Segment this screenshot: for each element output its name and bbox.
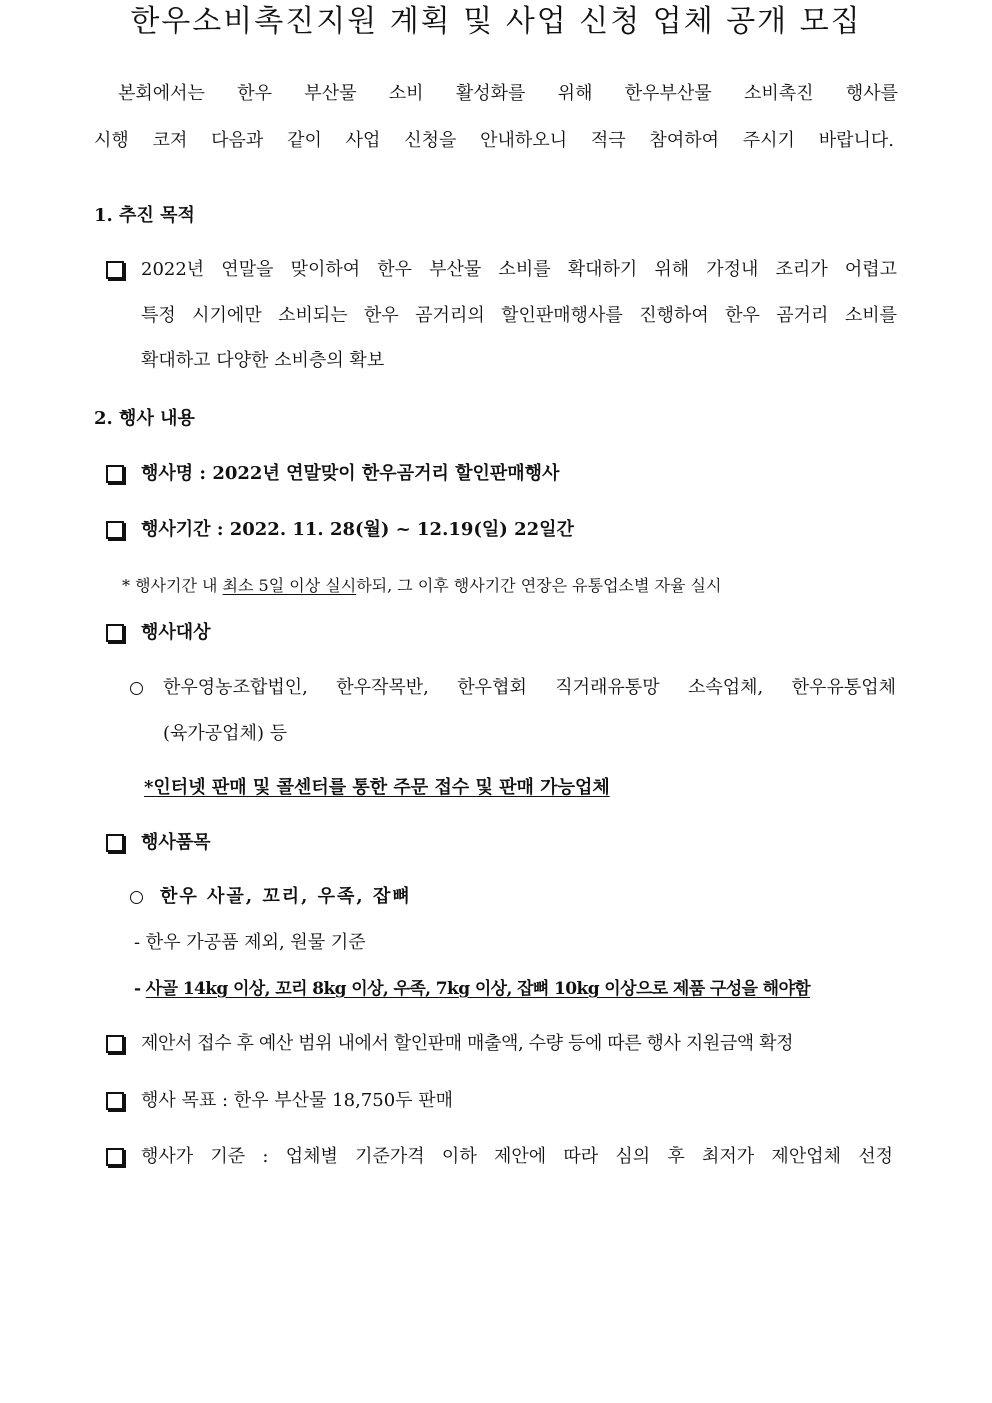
- target-note: *인터넷 판매 및 콜센터를 통한 주문 접수 및 판매 가능업체: [144, 777, 610, 798]
- period-note: * 행사기간 내 최소 5일 이상 실시하되, 그 이후 행사기간 연장은 유통업소별 자율 실시: [122, 576, 722, 595]
- period-note-minimum: 최소 5일 이상 실시: [222, 576, 357, 595]
- intro-line-1: 본회에서는 한우 부산물 소비 활성화를 위해 한우부산물 소비촉진 행사를: [118, 83, 898, 104]
- event-period: 행사기간 : 2022. 11. 28(월) ~ 12.19(일) 22일간: [141, 519, 574, 540]
- event-name: 행사명 : 2022년 연말맞이 한우곰거리 할인판매행사: [141, 463, 560, 484]
- checkbox-icon: [106, 521, 124, 539]
- checkbox-icon: [106, 261, 124, 279]
- section-2-heading: 2. 행사 내용: [94, 408, 195, 429]
- purpose-line-1: 2022년 연말을 맞이하여 한우 부산물 소비를 확대하기 위해 가정내 조리가 어렵고: [141, 259, 897, 280]
- items-dash-1: - 한우 가공품 제외, 원물 기준: [134, 932, 366, 953]
- items-heading: 행사품목: [141, 832, 211, 853]
- target-heading: 행사대상: [141, 622, 211, 643]
- items-dash-2: - 사골 14kg 이상, 꼬리 8kg 이상, 우족, 7kg 이상, 잡뼈 10kg 이상으로 제품 구성을 해야함: [134, 979, 811, 999]
- checkbox-icon: [106, 1148, 124, 1166]
- circle-bullet-icon: [130, 682, 143, 695]
- price-standard: 행사가 기준 : 업체별 기준가격 이하 제안에 따라 심의 후 최저가 제안업체 선정: [141, 1146, 893, 1167]
- page-title: 한우소비촉진지원 계획 및 사업 신청 업체 공개 모집: [130, 4, 862, 39]
- target-line-2: (육가공업체) 등: [163, 723, 288, 744]
- checkbox-icon: [106, 1092, 124, 1110]
- checkbox-icon: [106, 834, 124, 852]
- checkbox-icon: [106, 1035, 124, 1053]
- target-line-1: 한우영농조합법인, 한우작목반, 한우협회 직거래유통망 소속업체, 한우유통업체: [163, 677, 896, 698]
- checkbox-icon: [106, 465, 124, 483]
- proposal-line: 제안서 접수 후 예산 범위 내에서 할인판매 매출액, 수량 등에 따른 행사 지원금액 확정: [141, 1033, 794, 1054]
- checkbox-icon: [106, 624, 124, 642]
- intro-line-2: 시행 코져 다음과 같이 사업 신청을 안내하오니 적극 참여하여 주시기 바랍니다.: [94, 130, 894, 151]
- purpose-line-3: 확대하고 다양한 소비층의 확보: [141, 350, 385, 371]
- section-1-heading: 1. 추진 목적: [94, 205, 195, 226]
- purpose-line-2: 특정 시기에만 소비되는 한우 곰거리의 할인판매행사를 진행하여 한우 곰거리 소비를: [141, 305, 897, 326]
- event-goal: 행사 목표 : 한우 부산물 18,750두 판매: [141, 1090, 454, 1111]
- items-main: 한우 사골, 꼬리, 우족, 잡뼈: [160, 886, 412, 907]
- circle-bullet-icon: [130, 891, 143, 904]
